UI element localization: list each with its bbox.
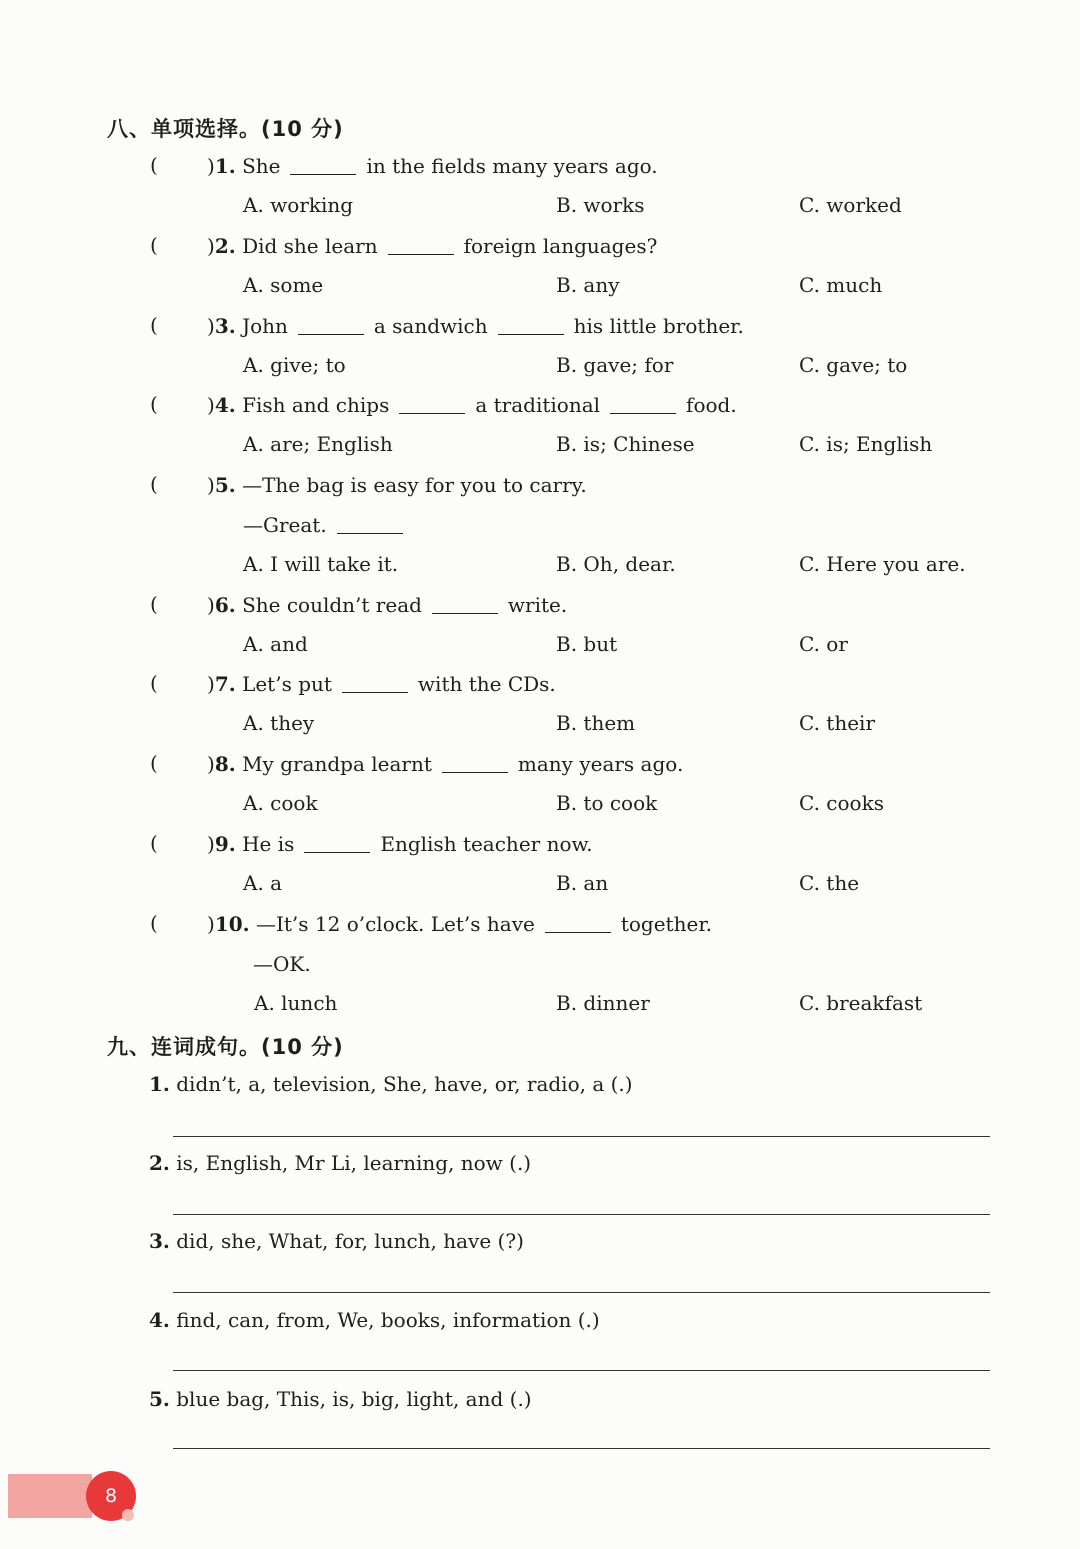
paren-close: ) xyxy=(207,672,215,696)
question-8 xyxy=(207,751,683,777)
blank xyxy=(432,595,498,614)
option-a: A. working xyxy=(243,193,354,217)
question-10 xyxy=(207,911,712,937)
question-10-line-2: —OK. xyxy=(253,952,311,976)
option-c: C. Here you are. xyxy=(799,552,966,576)
blank xyxy=(610,395,676,414)
paren-close: ) xyxy=(207,593,215,617)
question-number: 1. xyxy=(214,154,236,178)
page-dot xyxy=(122,1509,134,1521)
question-9 xyxy=(207,831,593,857)
answer-line-4[interactable] xyxy=(173,1370,990,1371)
answer-paren-3[interactable]: ( xyxy=(150,313,158,337)
option-c: C. their xyxy=(799,711,876,735)
section-8-title: 八、单项选择。(10 分) xyxy=(107,117,344,141)
question-7 xyxy=(207,671,556,697)
section-9-title: 九、连词成句。(10 分) xyxy=(107,1035,344,1059)
answer-line-5[interactable] xyxy=(173,1448,990,1449)
word-list: find, can, from, We, books, information (.) xyxy=(176,1308,600,1332)
question-5 xyxy=(207,472,587,498)
stem-part: write. xyxy=(507,593,568,617)
stem-part: food. xyxy=(686,393,737,417)
stem-part: Did she learn xyxy=(242,234,378,258)
blank xyxy=(442,754,508,773)
item-number: 3. xyxy=(149,1229,170,1253)
option-b: B. works xyxy=(556,193,645,217)
option-c: C. or xyxy=(799,632,848,656)
blank xyxy=(545,914,611,933)
word-list: did, she, What, for, lunch, have (?) xyxy=(176,1229,524,1253)
stem-part: with the CDs. xyxy=(417,672,556,696)
option-b: B. is; Chinese xyxy=(556,432,695,456)
option-c: C. cooks xyxy=(799,791,884,815)
question-number: 2. xyxy=(214,234,236,258)
option-b: B. to cook xyxy=(556,791,658,815)
answer-paren-2[interactable]: ( xyxy=(150,233,158,257)
answer-paren-4[interactable]: ( xyxy=(150,392,158,416)
question-2 xyxy=(207,233,657,259)
stem-part: his little brother. xyxy=(573,314,744,338)
stem-part: —It’s 12 o’clock. Let’s have xyxy=(255,912,535,936)
option-a: A. give; to xyxy=(243,353,346,377)
stem-part: foreign languages? xyxy=(463,234,658,258)
blank xyxy=(337,515,403,534)
option-a: A. lunch xyxy=(254,991,338,1015)
stem-part: together. xyxy=(620,912,713,936)
question-number: 9. xyxy=(214,832,236,856)
option-c: C. is; English xyxy=(799,432,933,456)
option-b: B. an xyxy=(556,871,609,895)
option-b: B. gave; for xyxy=(556,353,674,377)
question-number: 7. xyxy=(214,672,236,696)
option-b: B. them xyxy=(556,711,636,735)
question-3 xyxy=(207,313,744,339)
blank xyxy=(304,834,370,853)
paren-close: ) xyxy=(207,393,215,417)
blank xyxy=(298,316,364,335)
sentence-item-5 xyxy=(149,1386,532,1412)
answer-paren-1[interactable]: ( xyxy=(150,153,158,177)
stem-part: She xyxy=(242,154,281,178)
option-a: A. a xyxy=(243,871,283,895)
answer-paren-6[interactable]: ( xyxy=(150,592,158,616)
blank xyxy=(498,316,564,335)
option-a: A. some xyxy=(243,273,324,297)
option-c: C. breakfast xyxy=(799,991,923,1015)
stem-part: a sandwich xyxy=(373,314,488,338)
stem-part: Let’s put xyxy=(242,672,332,696)
paren-close: ) xyxy=(207,314,215,338)
word-list: didn’t, a, television, She, have, or, radio, a (.) xyxy=(176,1072,633,1096)
page-number: 8 xyxy=(86,1471,136,1521)
option-c: C. the xyxy=(799,871,860,895)
stem-part: My grandpa learnt xyxy=(242,752,432,776)
sentence-item-2 xyxy=(149,1150,531,1176)
paren-close: ) xyxy=(207,912,215,936)
option-b: B. but xyxy=(556,632,618,656)
option-a: A. I will take it. xyxy=(243,552,399,576)
option-b: B. any xyxy=(556,273,620,297)
question-number: 8. xyxy=(214,752,236,776)
answer-paren-7[interactable]: ( xyxy=(150,671,158,695)
question-1 xyxy=(207,153,658,179)
word-list: blue bag, This, is, big, light, and (.) xyxy=(176,1387,532,1411)
option-c: C. gave; to xyxy=(799,353,908,377)
question-number: 5. xyxy=(214,473,236,497)
paren-close: ) xyxy=(207,234,215,258)
stem-part: John xyxy=(242,314,288,338)
stem-part: —Great. xyxy=(243,513,327,537)
paren-close: ) xyxy=(207,832,215,856)
option-a: A. cook xyxy=(243,791,318,815)
word-list: is, English, Mr Li, learning, now (.) xyxy=(176,1151,532,1175)
answer-paren-9[interactable]: ( xyxy=(150,831,158,855)
page-tab xyxy=(8,1474,92,1518)
answer-paren-10[interactable]: ( xyxy=(150,911,158,935)
answer-line-2[interactable] xyxy=(173,1214,990,1215)
paren-close: ) xyxy=(207,154,215,178)
item-number: 5. xyxy=(149,1387,170,1411)
item-number: 1. xyxy=(149,1072,170,1096)
sentence-item-1 xyxy=(149,1071,633,1097)
stem-part: many years ago. xyxy=(517,752,684,776)
blank xyxy=(399,395,465,414)
paren-close: ) xyxy=(207,752,215,776)
option-b: B. dinner xyxy=(556,991,650,1015)
item-number: 2. xyxy=(149,1151,170,1175)
option-b: B. Oh, dear. xyxy=(556,552,676,576)
sentence-item-3 xyxy=(149,1228,524,1254)
stem-part: Fish and chips xyxy=(242,393,390,417)
stem-part: She couldn’t read xyxy=(242,593,422,617)
stem-part: He is xyxy=(242,832,295,856)
option-a: A. are; English xyxy=(243,432,393,456)
option-c: C. much xyxy=(799,273,883,297)
question-number: 6. xyxy=(214,593,236,617)
paren-close: ) xyxy=(207,473,215,497)
stem-part: in the fields many years ago. xyxy=(366,154,658,178)
stem-part: a traditional xyxy=(475,393,601,417)
question-4 xyxy=(207,392,737,418)
question-number: 3. xyxy=(214,314,236,338)
stem-part: English teacher now. xyxy=(380,832,593,856)
answer-paren-8[interactable]: ( xyxy=(150,751,158,775)
question-number: 10. xyxy=(214,912,250,936)
answer-line-1[interactable] xyxy=(173,1136,990,1137)
item-number: 4. xyxy=(149,1308,170,1332)
blank xyxy=(342,674,408,693)
question-5-line-2 xyxy=(243,512,413,538)
stem-part: —The bag is easy for you to carry. xyxy=(242,473,587,497)
question-number: 4. xyxy=(214,393,236,417)
answer-paren-5[interactable]: ( xyxy=(150,472,158,496)
answer-line-3[interactable] xyxy=(173,1292,990,1293)
question-6 xyxy=(207,592,567,618)
option-c: C. worked xyxy=(799,193,902,217)
option-a: A. they xyxy=(243,711,315,735)
blank xyxy=(388,236,454,255)
option-a: A. and xyxy=(243,632,308,656)
sentence-item-4 xyxy=(149,1307,600,1333)
blank xyxy=(290,156,356,175)
